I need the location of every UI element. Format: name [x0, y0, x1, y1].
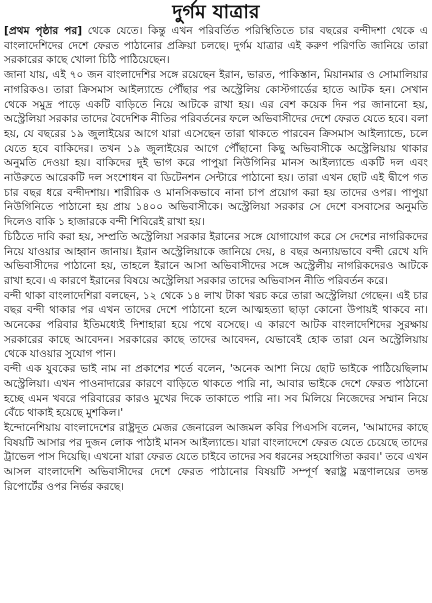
article-body [4, 24, 428, 495]
article-paragraph: বন্দী থাকা বাংলাদেশিরা বলছেন, ১২ থেকে ১৪ লাখ টাকা খরচ করে তারা অস্ট্রেলিয়া গেছেন। এই চার বছর বন্দী থাকার পর এখন তাদের দেশে পাঠানো হলে আত্মহত্যা ছাড়া কোনো উপায়ই থাকবে না। অনেকের পরিবার ইতিমধ্যেই দিশাহারা হয়ে পথে বসেছে। এ কারণে আটক বাংলাদেশিদের সুরক্ষায় সরকারের কাছে আবেদন। সরকারের কাছে তাদের আবেদন, যেভাবেই হোক তারা যেন অস্ট্রেলিয়ায় থেকে যাওয়ার সুযোগ পান। [4, 289, 428, 361]
article-paragraph: বন্দী এক যুবকের ভাই নাম না প্রকাশের শর্তে বলেন, 'অনেক আশা নিয়ে ছোট ভাইকে পাঠিয়েছিলাম অস্ট্রেলিয়া। এখন পাওনাদারের কারণে বাড়িতে থাকতে পারি না, আবার ভাইকে দেশে ফেরত পাঠানো হচ্ছে এমন খবরে পরিবারের কারও মুখের দিকে তাকাতে পারি না। সব মিলিয়ে নিজেদের সম্মান নিয়ে বেঁচে থাকাই হয়েছে মুশকিল।' [4, 363, 428, 420]
continued-from-front-page-tag: [প্রথম পৃষ্ঠার পর] [4, 25, 83, 37]
article-paragraph: চিঠিতে দাবি করা হয়, সম্প্রতি অস্ট্রেলিয়া সরকার ইরানের সঙ্গে যোগাযোগ করে সে দেশের নাগরিকদের নিয়ে যাওয়ার আহ্বান জানায়। ইরান অস্ট্রেলিয়াকে জানিয়ে দেয়, ৪ বছর অন্যায়ভাবে বন্দী রেখে যদি অভিবাসীদের পাঠানো হয়, তাহলে ইরানে আসা অভিবাসীদের সঙ্গে অস্ট্রেলীয় নাগরিকদেরও আটকে রাখা হবে। এ কারণে ইরানের বিষয়ে অস্ট্রেলিয়া সরকার তাদের অভিবাসন নীতি পরিবর্তন করে। [4, 230, 428, 287]
paragraph-text: থেকে যেতে। কিন্তু এখন পরিবর্তিত পরিস্থিতিতে চার বছরের বন্দীদশা থেকে এ বাংলাদেশিদের দেশে ফেরত পাঠানোর প্রক্রিয়া চলছে। দুর্গম যাত্রার এই করুণ পরিণতি জানিয়ে তারা সরকারের কাছে খোলা চিঠি পাঠিয়েছেন। [4, 25, 428, 67]
article-paragraph: জানা যায়, এই ৭০ জন বাংলাদেশির সঙ্গে রয়েছেন ইরান, ভারত, পাকিস্তান, মিয়ানমার ও সোমালিয়ার নাগরিকও। তারা ক্রিসমাস আইল্যান্ডে পৌঁছার পর অস্ট্রেলিয় কোস্টগার্ডের হাতে আটক হন। সেখান থেকে সমুদ্র পাড়ে একটি বাড়িতে নিয়ে আটকে রাখা হয়। এর বেশ কয়েক দিন পর জানানো হয়, অস্ট্রেলিয়া সরকার তাদের বৈদেশিক নীতির পরিবর্তনের ফলে অভিবাসীদের দেশে ফেরত যেতে হবে। বলা হয়, যে বছরের ১৯ জুলাইয়ের আগে যারা এসেছেন তারা থাকতে পারবেন ক্রিসমাস আইল্যান্ডে, চলে যেতে হবে বাকিদের। তখন ১৯ জুলাইয়ের আগে পৌঁছানো কিছু অভিবাসীকে অস্ট্রেলিয়ায় থাকার অনুমতি দেওয়া হয়। বাকিদের দুই ভাগ করে পাপুয়া নিউগিনির মানস আইল্যান্ডে একটি দল এবং নাউরুতে আরেকটি দল সংশোধন বা ডিটেনশন সেন্টারে পাঠানো হয়। তারা এখন ছোট এই দ্বীপে গত চার বছর ধরে বন্দীদশায়। শারীরিক ও মানসিকভাবে নানা চাপ প্রয়োগ করা হয় তাদের ওপর। পাপুয়া নিউগিনিতে পাঠানো হয় প্রায় ১৪০০ অভিবাসীকে। অস্ট্রেলিয়া সরকার সে দেশে বসবাসের অনুমতি দিলেও বাকি ১ হাজারকে বন্দী শিবিরেই রাখা হয়। [4, 69, 428, 229]
article-paragraph: ইন্দোনেশিয়ায় বাংলাদেশের রাষ্ট্রদূত মেজর জেনারেল আজমল কবির পিএসসি বলেন, 'আমাদের কাছে বিষয়টি আসার পর দুজন লোক পাঠাই মানস আইল্যান্ডে। যারা বাংলাদেশে ফেরত যেতে চেয়েছে তাদের ট্রাভেল পাস দিয়েছি। এখনো যারা ফেরত যেতে চাইবে তাদের সব ধরনের সহযোগিতা করব।' তবে এখন আসল বাংলাদেশি অভিবাসীদের দেশে ফেরত পাঠানোর বিষয়টি সম্পূর্ণ স্বরাষ্ট্র মন্ত্রণালয়ের তদন্ত রিপোর্টের ওপর নির্ভর করছে। [4, 421, 428, 493]
article-paragraph-lead [4, 24, 428, 68]
article-headline: দুর্গম যাত্রার [172, 1, 260, 23]
